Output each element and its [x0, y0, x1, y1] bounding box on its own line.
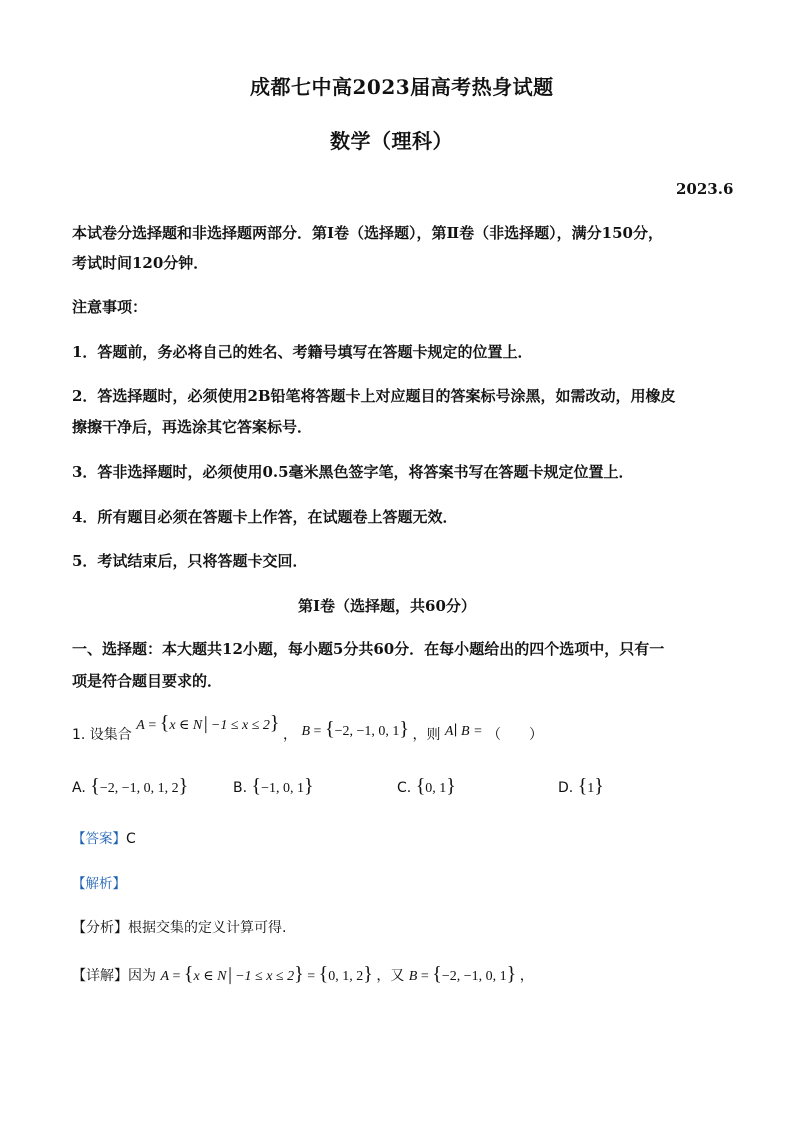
note-item-2-line-2: 擦擦干净后，再选涂其它答案标号． [72, 418, 313, 436]
answer-line [72, 827, 136, 847]
set-a-expression: A = {x ∈ N│−1 ≤ x ≤ 2} [136, 712, 280, 734]
detail-tag: 【详解】 [72, 968, 128, 984]
option-b: B. {−1, 0, 1} [233, 775, 314, 797]
section-title: 第Ⅰ卷（选择题，共60分） [298, 597, 476, 615]
page-subtitle: 数学（理科） [330, 129, 453, 153]
question-prefix: 1. 设集合 [72, 727, 132, 743]
option-c: C. {0, 1} [397, 775, 456, 797]
answer-tag: 【答案】 [72, 831, 126, 847]
set-b-expression: B = {−2, −1, 0, 1} [301, 718, 409, 740]
fenxi-text: 根据交集的定义计算可得. [128, 920, 287, 936]
answer-blank: （ ） [487, 727, 543, 743]
fenxi-line [72, 917, 286, 937]
note-item-1: 1．答题前，务必将自己的姓名、考籍号填写在答题卡规定的位置上． [72, 343, 533, 361]
analysis-tag: 【解析】 [72, 876, 126, 892]
note-item-2-line-1: 2．答选择题时，必须使用2B铅笔将答题卡上对应题目的答案标号涂黑，如需改动，用橡皮 [72, 387, 676, 405]
note-item-4: 4．所有题目必须在答题卡上作答，在试题卷上答题无效． [72, 508, 458, 526]
note-item-5: 5．考试结束后，只将答题卡交回． [72, 552, 308, 570]
intro-line-1: 本试卷分选择题和非选择题两部分．第Ⅰ卷（选择题），第Ⅱ卷（非选择题），满分150分， [72, 224, 663, 242]
detail-set-a: A = {x ∈ N│−1 ≤ x ≤ 2} = {0, 1, 2} [160, 963, 373, 985]
detail-set-b: B = {−2, −1, 0, 1} [408, 963, 517, 985]
page-title: 成都七中高2023届高考热身试题 [250, 75, 554, 99]
intersection-expression: A∣ B = [444, 724, 483, 739]
option-d: D. {1} [558, 775, 604, 797]
note-item-3: 3．答非选择题时，必须使用0.5毫米黑色签字笔，将答案书写在答题卡规定位置上． [72, 463, 634, 481]
option-a: A. {−2, −1, 0, 1, 2} [72, 775, 189, 797]
question-1: 1. 设集合 A = {x ∈ N│−1 ≤ x ≤ 2} ， B = {−2, −1, 0, 1} ，则 A∣ B = （ ） [72, 712, 543, 743]
answer-value: C [126, 831, 136, 847]
section-instruction-line-1: 一、选择题：本大题共12小题，每小题5分共60分．在每小题给出的四个选项中，只有一 [72, 640, 665, 658]
intro-line-2: 考试时间120分钟． [72, 254, 209, 272]
exam-date: 2023.6 [676, 180, 734, 198]
notes-heading: 注意事项： [72, 298, 148, 316]
detail-line: 【详解】因为 A = {x ∈ N│−1 ≤ x ≤ 2} = {0, 1, 2} ，又 B = {−2, −1, 0, 1} ， [72, 963, 534, 985]
section-instruction-line-2: 项是符合题目要求的． [72, 672, 223, 690]
fenxi-tag: 【分析】 [72, 920, 128, 936]
